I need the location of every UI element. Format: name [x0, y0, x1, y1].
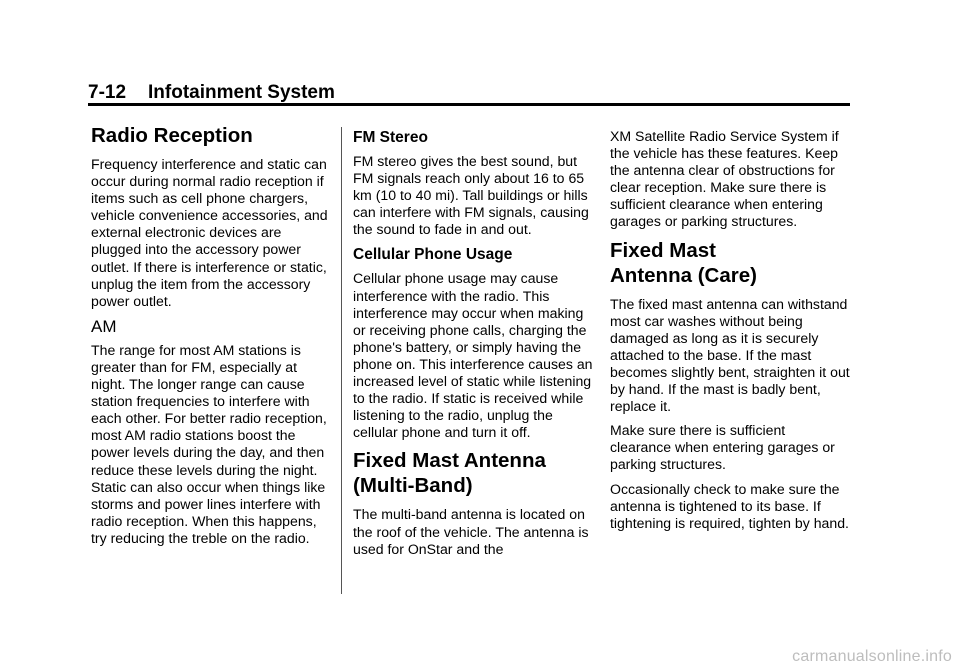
- column-middle: [353, 128, 593, 558]
- paragraph-fixed-mast-care-2: Make sure there is sufficient clearance when entering garages or parking structures.: [610, 422, 835, 473]
- page-number: 7-12: [88, 82, 127, 103]
- paragraph-cellular-phone-usage: Cellular phone usage may cause interference with the radio. This interference may occur when making or receiving phone calls, charging the phone's battery, or simply having the phone on. This interference causes an increased level of static while listening to the radio. If static is received while listening to the radio, unplug the cellular phone and turn it off.: [353, 270, 593, 441]
- heading-fixed-mast-antenna-multiband: Fixed Mast Antenna (Multi-Band): [353, 449, 546, 498]
- column-divider: [341, 127, 342, 594]
- paragraph-am: The range for most AM stations is greater than for FM, especially at night. The longer range can cause station frequencies to interfere with each other. For better radio reception, most AM radio stations boost the power levels during the day, and then reduce these levels during the night. Static can also occur when things like storms and power lines interfere with radio reception. When this happens, try reducing the treble on the radio.: [91, 341, 327, 546]
- paragraph-radio-reception: Frequency interference and static can occur during normal radio reception if items such as cell phone chargers, vehicle convenience accessories, and external electronic devices are plugged into the accessory power outlet. If there is interference or static, unplug the item from the accessory power outlet.: [91, 156, 328, 309]
- chapter-title: Infotainment System: [148, 82, 335, 103]
- heading-radio-reception: Radio Reception: [91, 124, 253, 147]
- paragraph-xm-continuation: XM Satellite Radio Service System if the vehicle has these features. Keep the antenna clear of obstructions for clear reception. Make sure there is sufficient clearance when entering garages or parking structures.: [610, 128, 839, 230]
- column-right: [610, 128, 850, 532]
- heading-cellular-phone-usage: Cellular Phone Usage: [353, 246, 513, 264]
- watermark: carmanualsonline.info: [792, 648, 952, 665]
- heading-fm-stereo: FM Stereo: [353, 129, 428, 146]
- paragraph-fixed-mast-antenna-multiband: The multi-band antenna is located on the roof of the vehicle. The antenna is used for OnStar and the: [353, 506, 589, 557]
- paragraph-fixed-mast-care-3: Occasionally check to make sure the antenna is tightened to its base. If tightening is required, tighten by hand.: [610, 480, 849, 531]
- heading-fixed-mast-antenna-care: Fixed Mast Antenna (Care): [610, 238, 757, 287]
- heading-am: AM: [91, 316, 117, 336]
- paragraph-fixed-mast-care-1: The fixed mast antenna can withstand most car washes without being damaged as long as it is securely attached to the base. If the mast becomes slightly bent, straighten it out by hand. If the mast is badly bent, replace it.: [610, 295, 850, 415]
- header-rule: [88, 103, 850, 106]
- column-left: [91, 124, 331, 554]
- paragraph-fm-stereo: FM stereo gives the best sound, but FM signals reach only about 16 to 65 km (10 to 40 mi). Tall buildings or hills can interfere with FM signals, causing the sound to fade in and out.: [353, 153, 589, 238]
